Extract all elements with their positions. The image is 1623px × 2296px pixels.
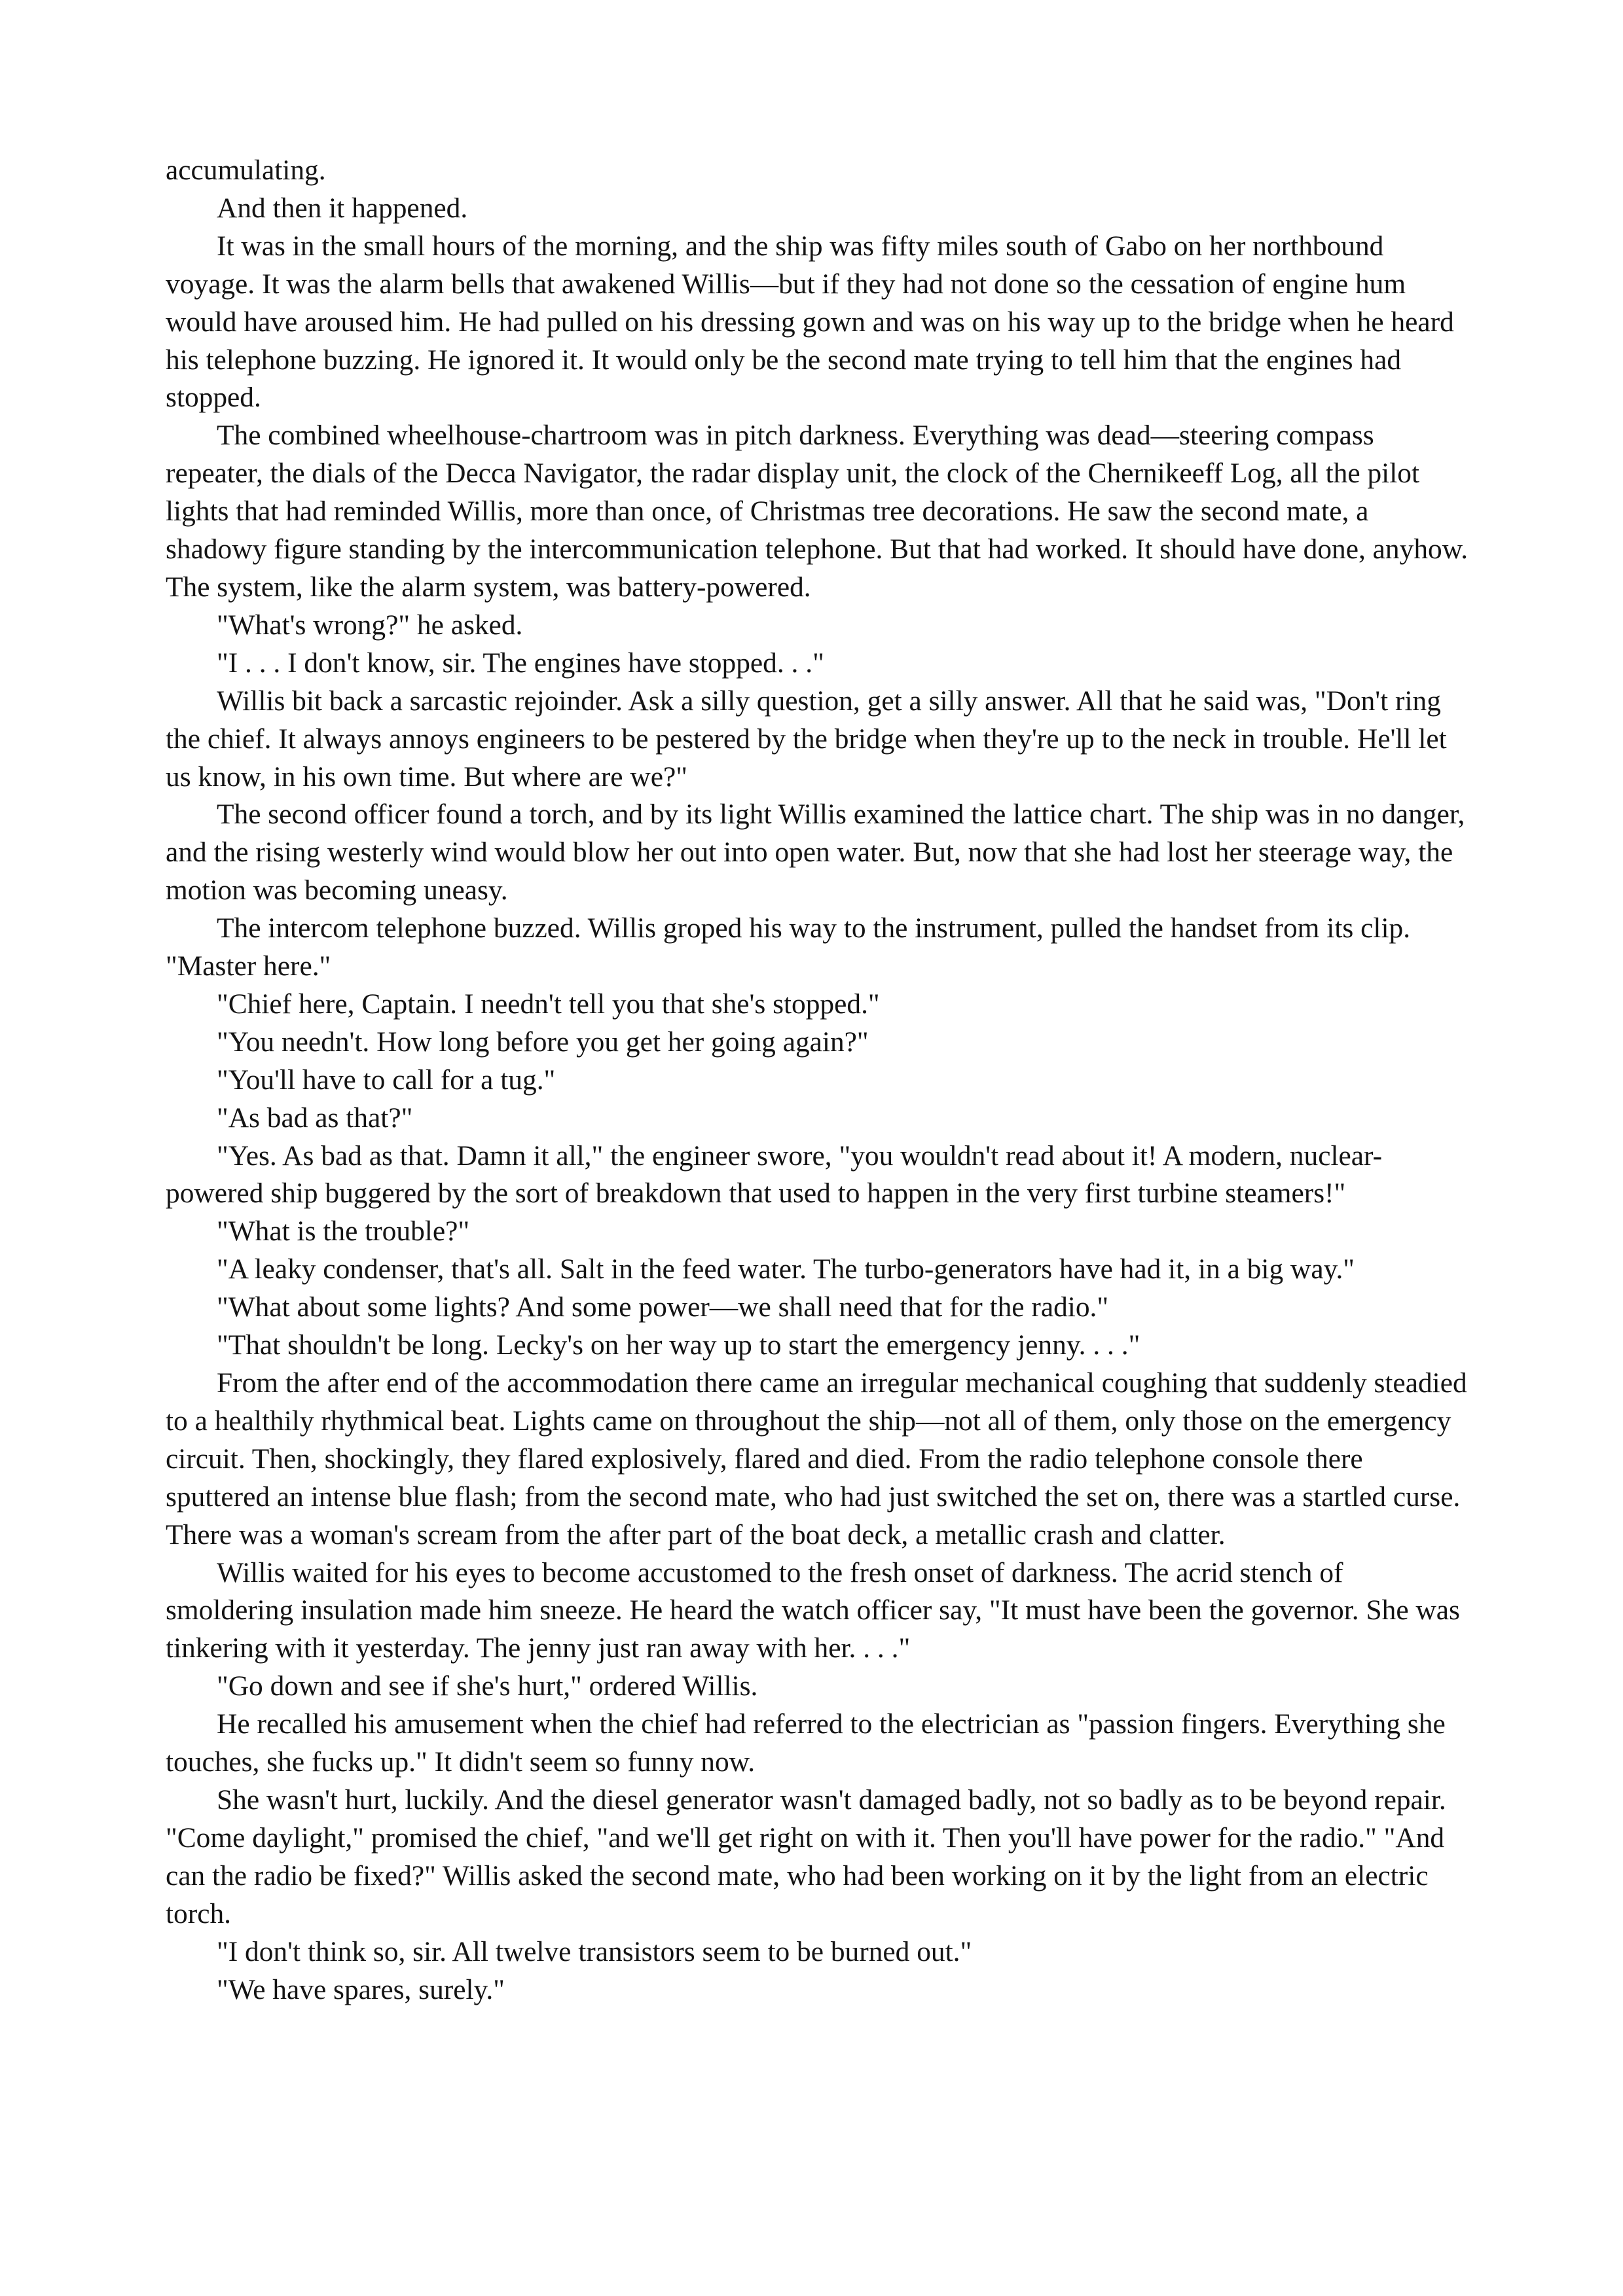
paragraph: The second officer found a torch, and by its light Willis examined the lattice chart. The ship was in no danger, and the rising westerly wind would blow her out into open water. But, now that she had lost her steerage way, the motion was becoming uneasy. [166, 798, 1465, 906]
paragraph: She wasn't hurt, luckily. And the diesel generator wasn't damaged badly, not so badly as to be beyond repair. "Come daylight," promised the chief, "and we'll get right on with it. Then you'll have power for the radio." "And can the radio be fixed?" Willis asked the second mate, who had been working on it by the light from an electric torch. [166, 1784, 1446, 1929]
paragraph: He recalled his amusement when the chief had referred to the electrician as "passion fingers. Everything she touches, she fucks up." It didn't seem so funny now. [166, 1708, 1446, 1778]
paragraph: "You needn't. How long before you get her going again?" [217, 1026, 869, 1058]
paragraph: "Yes. As bad as that. Damn it all," the engineer swore, "you wouldn't read about it! A modern, nuclear-powered ship buggered by the sort of breakdown that used to happen in the very first turbine steamers!" [166, 1139, 1383, 1210]
paragraph: "That shouldn't be long. Lecky's on her way up to start the emergency jenny. . . ." [217, 1329, 1140, 1361]
paragraph: "Go down and see if she's hurt," ordered Willis. [217, 1670, 758, 1702]
paragraph: "We have spares, surely." [217, 1973, 505, 2005]
paragraph: "I don't think so, sir. All twelve transistors seem to be burned out." [217, 1935, 972, 1967]
paragraph: Willis bit back a sarcastic rejoinder. Ask a silly question, get a silly answer. All that he said was, "Don't ring the chief. It always annoys engineers to be pestered by the bridge when they're up to the neck in trouble. He'll let us know, in his own time. But where are we?" [166, 685, 1447, 793]
paragraph: The intercom telephone buzzed. Willis groped his way to the instrument, pulled the handset from its clip. "Master here." [166, 912, 1411, 982]
paragraph: "What's wrong?" he asked. [217, 609, 523, 641]
paragraph: From the after end of the accommodation there came an irregular mechanical coughing that suddenly steadied to a healthily rhythmical beat. Lights came on throughout the ship—not all of them, only those on the emergency circuit. Then, shockingly, they flared explosively, flared and died. From the radio telephone console there sputtered an intense blue flash; from the second mate, who had just switched the set on, there was a startled curse. There was a woman's scream from the after part of the boat deck, a metallic crash and clatter. [166, 1367, 1467, 1551]
paragraph-continuation: accumulating. [166, 154, 326, 186]
paragraph: "Chief here, Captain. I needn't tell you that she's stopped." [217, 988, 880, 1020]
paragraph: It was in the small hours of the morning, and the ship was fifty miles south of Gabo on her northbound voyage. It was the alarm bells that awakened Willis—but if they had not done so the cessation of engine hum would have aroused him. He had pulled on his dressing gown and was on his way up to the bridge when he heard his telephone buzzing. He ignored it. It would only be the second mate trying to tell him that the engines had stopped. [166, 230, 1454, 414]
paragraph: "You'll have to call for a tug." [217, 1064, 556, 1096]
paragraph: "What about some lights? And some power—we shall need that for the radio." [217, 1291, 1109, 1323]
paragraph: And then it happened. [217, 192, 468, 224]
paragraph: "What is the trouble?" [217, 1215, 470, 1247]
paragraph: "As bad as that?" [217, 1102, 413, 1134]
paragraph: "I . . . I don't know, sir. The engines have stopped. . ." [217, 647, 824, 679]
page-body [166, 152, 1472, 2009]
paragraph: "A leaky condenser, that's all. Salt in the feed water. The turbo-generators have had it, in a big way." [217, 1253, 1355, 1285]
paragraph: Willis waited for his eyes to become accustomed to the fresh onset of darkness. The acrid stench of smoldering insulation made him sneeze. He heard the watch officer say, "It must have been the governor. She was tinkering with it yesterday. The jenny just ran away with her. . . ." [166, 1556, 1460, 1664]
paragraph: The combined wheelhouse-chartroom was in pitch darkness. Everything was dead—steering compass repeater, the dials of the Decca Navigator, the radar display unit, the clock of the Chernikeeff Log, all the pilot lights that had reminded Willis, more than once, of Christmas tree decorations. He saw the second mate, a shadowy figure standing by the intercommunication telephone. But that had worked. It should have done, anyhow. The system, like the alarm system, was battery-powered. [166, 420, 1468, 603]
